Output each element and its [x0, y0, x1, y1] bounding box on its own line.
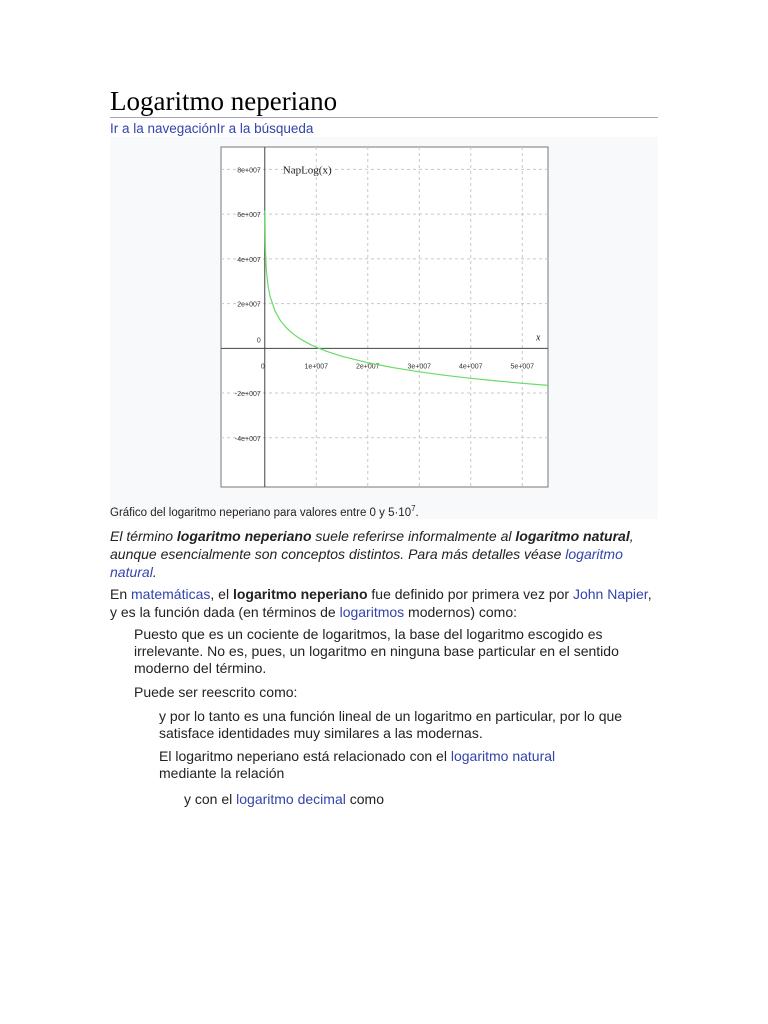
- figure-caption: [110, 502, 658, 520]
- bold-term: logaritmo neperiano: [176, 528, 312, 544]
- text: modernos) como:: [404, 604, 517, 620]
- chart-title: NapLog(x): [282, 164, 332, 177]
- naplog-chart: [220, 146, 550, 491]
- x-tick-label: 0: [260, 363, 265, 371]
- text: , el: [210, 586, 233, 602]
- text: El logaritmo neperiano está relacionado con el: [159, 748, 451, 764]
- text: , y es la función dada (en términos de: [110, 586, 652, 620]
- text: El término: [110, 528, 177, 544]
- y-tick-label: 6e+007: [237, 212, 261, 220]
- link-logaritmo-natural[interactable]: logaritmo natural: [110, 546, 623, 580]
- bold-term: logaritmo natural: [515, 528, 630, 544]
- link-john-napier[interactable]: John Napier: [572, 586, 648, 602]
- text: .: [152, 564, 157, 580]
- link-matematicas[interactable]: matemáticas: [131, 586, 211, 602]
- caption-end: .: [415, 506, 419, 519]
- text: fue definido por primera vez por: [367, 586, 573, 602]
- y-tick-label: 4e+007: [237, 256, 261, 264]
- caption-text: Gráfico del logaritmo neperiano para valores entre 0 y 5·10: [110, 506, 412, 519]
- linear-paragraph: y por lo tanto es una función lineal de un logaritmo en particular, por lo que satisface identidades muy similares a las modernas.: [159, 708, 623, 741]
- title-divider: [110, 117, 658, 118]
- text: , aunque esencialmente son conceptos distintos. Para más detalles véase: [110, 528, 634, 562]
- y-tick-label: -2e+007: [234, 391, 261, 399]
- figure: [110, 137, 658, 519]
- jump-links: [110, 121, 313, 137]
- x-axis-label: x: [536, 332, 541, 344]
- link-logaritmos[interactable]: logaritmos: [339, 604, 405, 620]
- jump-to-search-link[interactable]: Ir a la búsqueda: [216, 121, 314, 136]
- base-paragraph: Puesto que es un cociente de logaritmos, la base del logaritmo escogido es irrelevante. No es, pues, un logaritmo en ninguna base particular en el sentido moderno del término.: [134, 626, 619, 676]
- jump-to-navigation-link[interactable]: Ir a la navegación: [110, 121, 217, 136]
- relation-paragraph: [159, 748, 579, 782]
- y-tick-label: 8e+007: [237, 167, 261, 175]
- text: mediante la relación: [159, 765, 285, 781]
- x-tick-label: 3e+007: [407, 363, 432, 371]
- text: En: [110, 586, 132, 602]
- page-title: Logaritmo neperiano: [110, 86, 338, 116]
- x-tick-label: 4e+007: [458, 363, 483, 371]
- caption-exponent: 7: [411, 504, 416, 513]
- link-logaritmo-decimal[interactable]: logaritmo decimal: [236, 791, 346, 807]
- x-tick-label: 1e+007: [304, 363, 329, 371]
- hatnote: [110, 527, 650, 581]
- intro-paragraph: [110, 585, 658, 621]
- plot-area: [221, 147, 548, 487]
- bold-term: logaritmo neperiano: [232, 586, 368, 602]
- y-tick-label: 2e+007: [237, 301, 261, 309]
- text: como: [345, 791, 384, 807]
- decimal-paragraph: [184, 790, 658, 808]
- text: suele referirse informalmente al: [311, 528, 516, 544]
- rewrite-paragraph: Puede ser reescrito como:: [134, 684, 298, 700]
- text: y con el: [184, 791, 237, 807]
- x-tick-label: 5e+007: [510, 363, 535, 371]
- x-tick-label: 2e+007: [355, 363, 380, 371]
- y-tick-label: -4e+007: [234, 435, 261, 443]
- y-tick-label: 0: [256, 337, 261, 345]
- link-logaritmo-natural-2[interactable]: logaritmo natural: [450, 748, 556, 764]
